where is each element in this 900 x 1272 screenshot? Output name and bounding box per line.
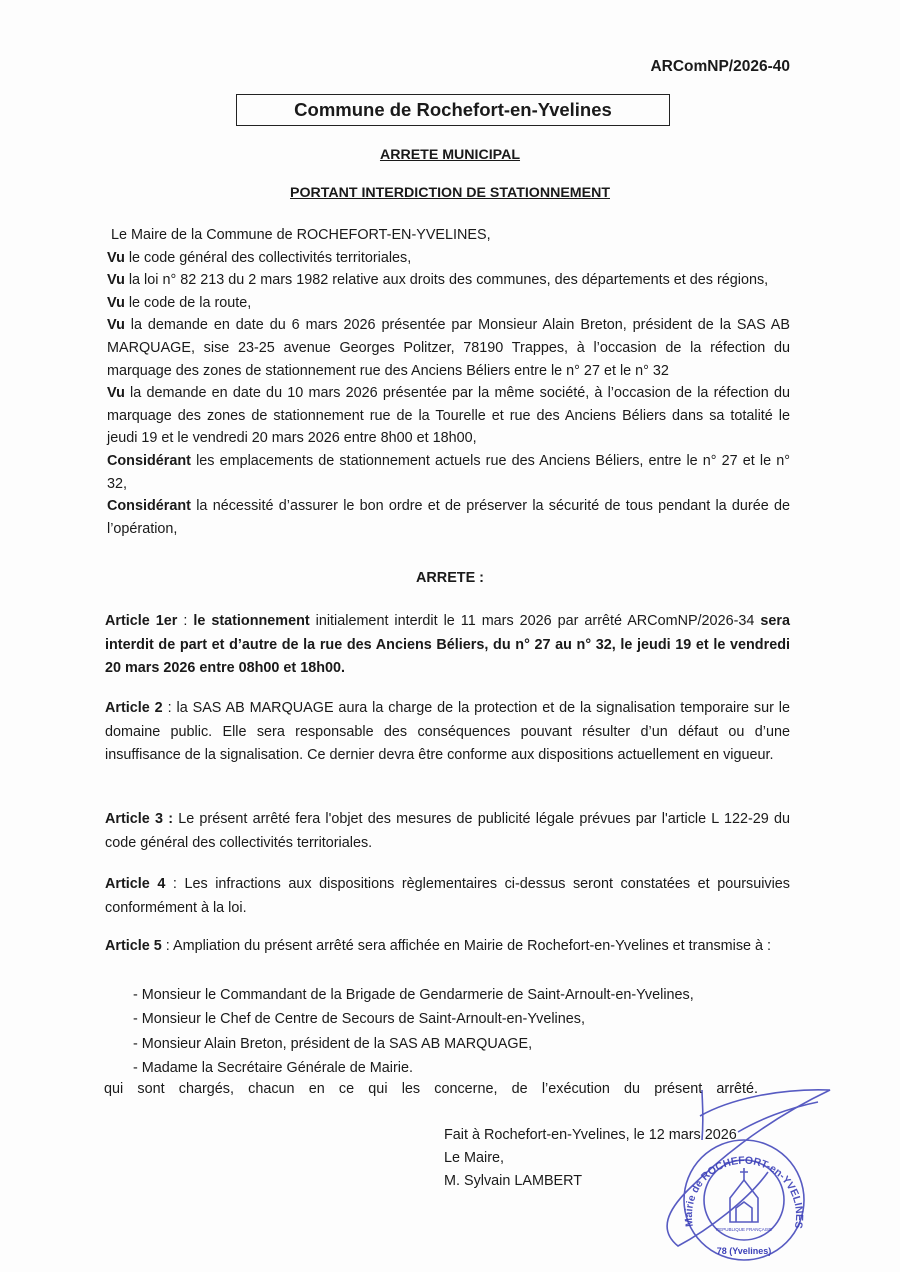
arrete-heading: ARRETE :	[416, 570, 484, 586]
svg-text:Mairie de ROCHEFORT-en-YVELINE	[683, 1155, 805, 1230]
list-item: - Monsieur le Chef de Centre de Secours de Saint-Arnoult-en-Yvelines,	[133, 1011, 585, 1028]
list-item: - Monsieur le Commandant de la Brigade de Gendarmerie de Saint-Arnoult-en-Yvelines,	[133, 987, 694, 1003]
list-item: - Madame la Secrétaire Générale de Mairie.	[133, 1059, 413, 1076]
vu-clause: Vu la demande en date du 10 mars 2026 présentée par la même société, à l’occasion de la réfection du marquage des zones de stationnement rue de la Tourelle et rue des Anciens Béliers dans sa totalité le jeudi 19 et le vendredi 20 mars 2026 entre 8h00 et 18h00,	[107, 385, 790, 447]
article-2: Article 2 : la SAS AB MARQUAGE aura la charge de la protection et de la signalisation temporaire sur le domaine public. Elle sera responsable des conséquences pouvant résulter d’un défaut ou d’une insuffisance de la signalisation. Ce dernier devra être conforme aux dispositions actuellement en vigueur.	[105, 700, 790, 763]
closing-sentence: qui sont chargés, chacun en ce qui les concerne, de l’exécution du présent arrêté.	[104, 1081, 758, 1097]
commune-title: Commune de Rochefort-en-Yvelines	[294, 99, 612, 120]
considerant-clause: Considérant les emplacements de stationnement actuels rue des Anciens Béliers, entre le n° 27 et le n° 32,	[107, 452, 790, 492]
preamble	[107, 224, 790, 540]
vu-clause: Vu le code de la route,	[107, 294, 252, 311]
place-date: Fait à Rochefort-en-Yvelines, le 12 mars 2026	[444, 1127, 737, 1143]
seal-dept-text: 78 (Yvelines)	[716, 1246, 772, 1256]
article-1: Article 1er : le stationnement initialement interdit le 11 mars 2026 par arrêté ARComNP/2026-34 sera interdit de part et d’autre de la rue des Anciens Béliers, du n° 27 au n° 32, le jeudi 19 et le vendredi 20 mars 2026 entre 08h00 et 18h00.	[105, 613, 790, 676]
reference-number: ARComNP/2026-40	[650, 58, 790, 75]
recipient-list	[133, 983, 694, 1080]
mayor-seal-stamp	[618, 1080, 838, 1262]
vu-clause: Vu la loi n° 82 213 du 2 mars 1982 relative aux droits des communes, des départements et des régions,	[107, 272, 769, 289]
article-3: Article 3 : Le présent arrêté fera l'objet des mesures de publicité légale prévues par l'article L 122-29 du code général des collectivités territoriales.	[105, 811, 790, 851]
seal-ring-text: Mairie de ROCHEFORT-en-YVELINES	[682, 1154, 806, 1230]
considerant-clause: Considérant la nécessité d’assurer le bon ordre et de préserver la sécurité de tous pendant la durée de l’opération,	[107, 498, 790, 537]
signatory-role: Le Maire,	[444, 1150, 504, 1166]
seal-inner-text: REPUBLIQUE FRANÇAISE	[715, 1227, 773, 1232]
vu-clause: Vu la demande en date du 6 mars 2026 présentée par Monsieur Alain Breton, président de la SAS AB MARQUAGE, sise 23-25 avenue Georges Politzer, 78190 Trappes, à l’occasion de la réfection du marquage des zones de stationnement rue des Anciens Béliers entre le n° 27 et le n° 32	[107, 317, 790, 379]
list-item: - Monsieur Alain Breton, président de la SAS AB MARQUAGE,	[133, 1035, 533, 1052]
document-subtitle: PORTANT INTERDICTION DE STATIONNEMENT	[290, 185, 610, 201]
commune-title-box	[236, 94, 670, 126]
signatory-name: M. Sylvain LAMBERT	[444, 1173, 583, 1189]
preamble-intro: Le Maire de la Commune de ROCHEFORT-EN-YVELINES,	[111, 227, 491, 243]
article-4: Article 4 : Les infractions aux dispositions règlementaires ci-dessus seront constatées et poursuivies conformément à la loi.	[105, 876, 791, 916]
article-5: Article 5 : Ampliation du présent arrêté sera affichée en Mairie de Rochefort-en-Yvelines et transmise à :	[105, 938, 772, 954]
document-title: ARRETE MUNICIPAL	[379, 147, 521, 163]
vu-clause: Vu le code général des collectivités territoriales,	[107, 249, 412, 266]
